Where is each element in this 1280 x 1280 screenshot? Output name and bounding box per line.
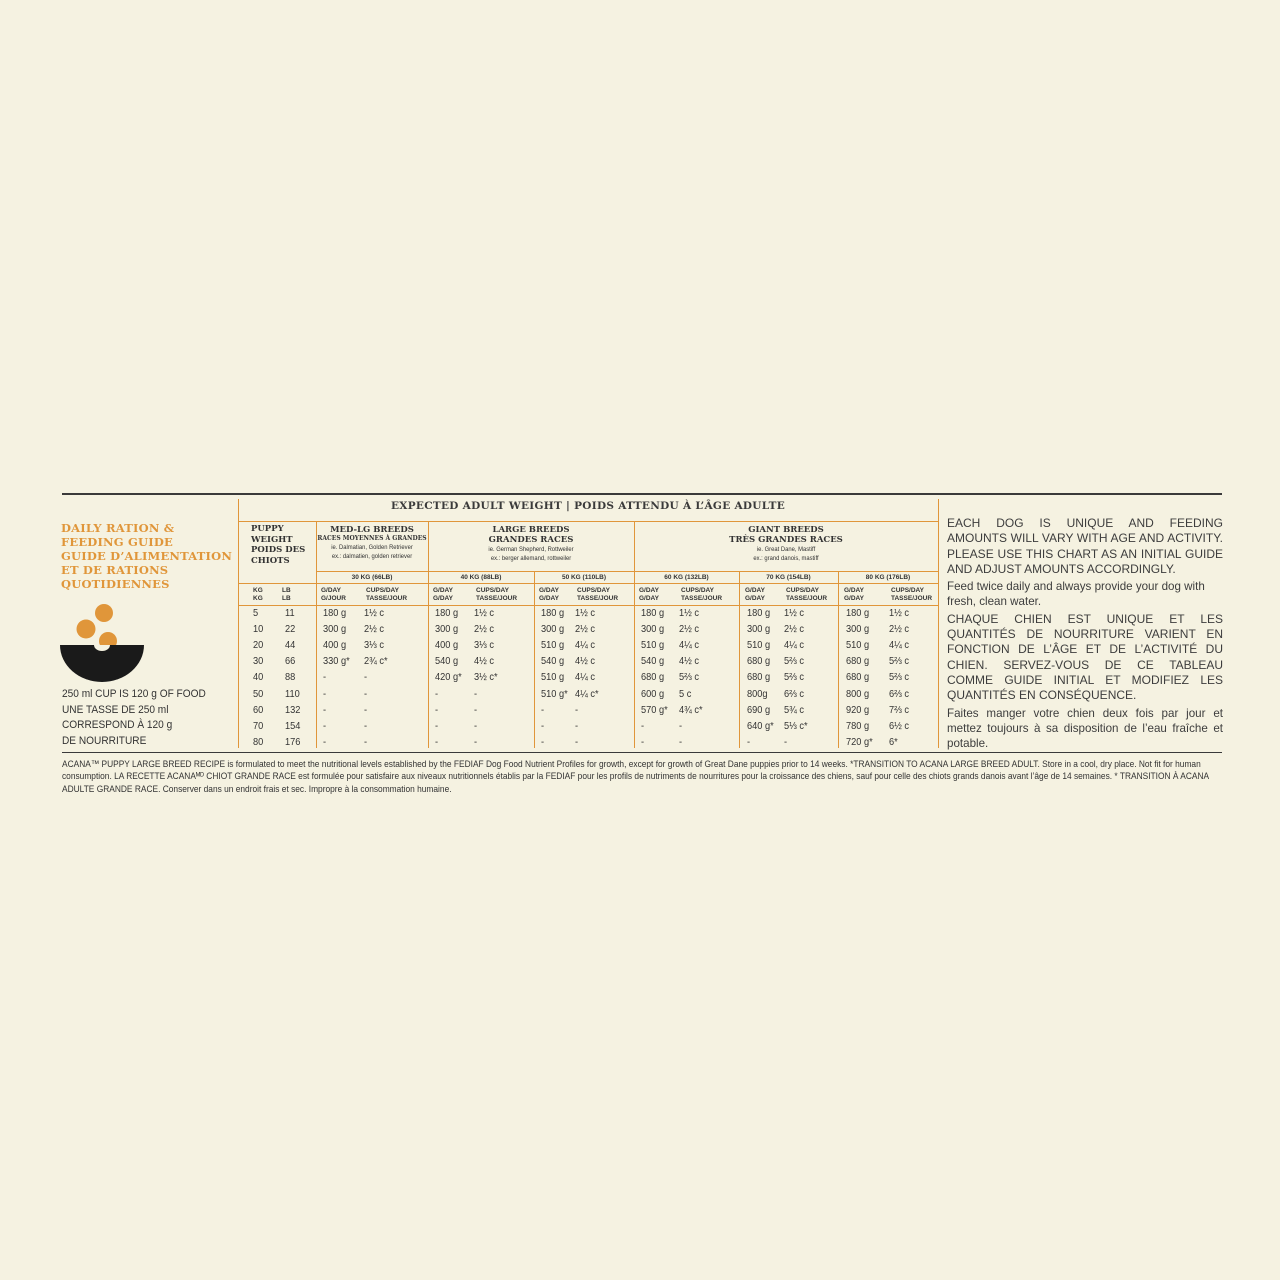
- grams-per-day-header: [539, 587, 559, 603]
- breed-group-large: [428, 525, 634, 563]
- cups-cell: 5⅔ c: [784, 655, 805, 668]
- puppy-kg-cell: 70: [253, 719, 264, 732]
- cups-cell: 6*: [889, 735, 898, 748]
- grams-cell: 800g: [747, 687, 768, 700]
- grams-cell: 400 g: [435, 639, 459, 652]
- grams-cell: 780 g: [846, 719, 870, 732]
- grams-cell: 540 g: [435, 655, 459, 668]
- adult-weight-label: 80 KG (176LB): [865, 574, 911, 581]
- puppy-lb-cell: 22: [285, 623, 296, 636]
- grams-cell: -: [323, 735, 327, 748]
- group-examples: ex.: berger allemand, rottweiler: [490, 555, 572, 562]
- cups-cell: 5¾ c: [784, 703, 805, 716]
- cups-cell: 3⅓ c: [474, 639, 495, 652]
- cups-cell: -: [474, 735, 478, 748]
- cups-cell: 1½ c: [679, 607, 700, 619]
- adult-weight-label: 60 KG (132LB): [664, 574, 709, 581]
- grams-cell: 300 g: [641, 623, 665, 636]
- instructions-fr: Faites manger votre chien deux fois par jour et mettez toujours à sa disposition de l’eau fraîche et potable.: [947, 706, 1223, 751]
- grams-cell: 400 g: [323, 639, 347, 652]
- title-line: DAILY RATION &: [61, 521, 175, 535]
- footer-line: ACANA™ PUPPY LARGE BREED RECIPE is formulated to meet the nutritional levels established by the FEDIAF Dog Food Nutrient Profiles for growth, except for growth of Great Dane puppies prior to 14 weeks. *TRANSITION TO ACANA LARGE BREED ADULT. Store in a cool, dry place. Not fit for human: [62, 759, 1201, 769]
- grams-cell: 540 g: [641, 655, 665, 668]
- grams-cell: 510 g: [641, 639, 665, 652]
- grams-cell: -: [323, 703, 327, 716]
- adult-weight-label: 30 KG (66LB): [351, 574, 393, 581]
- feeding-instructions: [947, 516, 1223, 751]
- puppy-kg-cell: 80: [253, 735, 264, 748]
- grams-per-day-header: [321, 587, 346, 603]
- cups-per-day-header: [681, 587, 722, 603]
- grams-cell: 680 g: [747, 655, 771, 668]
- puppy-lb-cell: 176: [285, 735, 301, 748]
- group-title: LARGE BREEDS: [492, 525, 570, 535]
- puppy-kg-cell: 20: [253, 639, 264, 652]
- feeding-guide-title: [61, 521, 236, 591]
- col-header-line: G/DAY: [844, 587, 864, 594]
- table-left-border: [238, 499, 239, 748]
- col-header-line: TASSE/JOUR: [786, 595, 828, 602]
- puppy-header-line: POIDS DES: [251, 545, 306, 555]
- col-header-line: G/DAY: [639, 587, 659, 594]
- grams-cell: 180 g: [747, 607, 771, 619]
- puppy-lb-cell: 110: [285, 687, 300, 700]
- col-header-line: TASSE/JOUR: [577, 595, 619, 602]
- puppy-header-line: PUPPY: [251, 524, 284, 534]
- col-header-line: CUPS/DAY: [681, 587, 714, 594]
- grams-cell: -: [541, 735, 545, 748]
- adult-weight-label: 70 KG (154LB): [766, 574, 811, 581]
- grams-cell: -: [323, 719, 327, 732]
- cups-cell: 1½ c: [575, 607, 596, 619]
- col-header-line: CUPS/DAY: [891, 587, 924, 594]
- cups-per-day-header: [786, 587, 827, 603]
- adult-weight-label: 50 KG (110LB): [561, 574, 607, 581]
- col-header-line: LB: [282, 587, 291, 594]
- cup-note-line: CORRESPOND À 120 g: [62, 719, 173, 731]
- cups-cell: -: [474, 687, 478, 700]
- cups-cell: 4½ c: [575, 655, 596, 668]
- grams-cell: -: [435, 719, 439, 732]
- weight-rule-bottom: [238, 583, 938, 584]
- grams-cell: 690 g: [747, 703, 771, 716]
- group-examples: ex.: grand danois, mastiff: [753, 555, 819, 562]
- cups-cell: -: [575, 735, 579, 748]
- grams-cell: 300 g: [435, 623, 459, 636]
- cups-cell: -: [364, 735, 368, 748]
- column-divider: [739, 571, 740, 748]
- footer-disclaimer: [62, 758, 1222, 795]
- group-examples: ie. Great Dane, Mastiff: [756, 546, 816, 553]
- col-header-line: G/DAY: [539, 595, 559, 602]
- cups-cell: -: [575, 719, 579, 732]
- grams-cell: -: [435, 703, 439, 716]
- top-rule: [62, 493, 1222, 495]
- cups-cell: -: [679, 735, 683, 748]
- cups-cell: -: [784, 735, 788, 748]
- col-header-line: CUPS/DAY: [577, 587, 610, 594]
- grams-cell: -: [435, 735, 439, 748]
- puppy-kg-cell: 10: [253, 623, 264, 636]
- title-line: QUOTIDIENNES: [61, 577, 170, 591]
- grams-cell: 570 g*: [641, 703, 668, 716]
- cups-cell: 2½ c: [474, 623, 495, 636]
- cups-cell: 5⅔ c: [679, 671, 700, 684]
- grams-cell: -: [323, 671, 327, 684]
- cups-cell: -: [679, 719, 683, 732]
- grams-cell: 300 g: [541, 623, 565, 636]
- grams-cell: 640 g*: [747, 719, 774, 732]
- cup-measure-note: [62, 687, 237, 749]
- col-header-line: TASSE/JOUR: [891, 595, 933, 602]
- cups-cell: 2½ c: [679, 623, 700, 636]
- instructions-fr-caps: CHAQUE CHIEN EST UNIQUE ET LES QUANTITÉS DE NOURRITURE VARIENT EN FONCTION DE L’ÂGE ET DE L’ACTIVITÉ DU CHIEN. SERVEZ-VOUS DE CE TABLEAU COMME GUIDE INITIAL ET MODIFIEZ LES QUANTITÉS EN CONSÉQUENCE.: [947, 611, 1223, 703]
- grams-cell: 510 g: [747, 639, 771, 652]
- puppy-lb-cell: 66: [285, 655, 296, 668]
- cups-cell: -: [364, 703, 368, 716]
- puppy-kg-cell: 60: [253, 703, 264, 716]
- col-header-line: G/DAY: [539, 587, 559, 594]
- cups-cell: 4¼ c: [679, 639, 700, 652]
- puppy-lb-cell: 44: [285, 639, 296, 652]
- title-line: FEEDING GUIDE: [61, 535, 173, 549]
- cups-cell: 4¼ c: [889, 639, 910, 652]
- cups-cell: 4¾ c*: [679, 703, 703, 716]
- col-header-line: KG: [253, 595, 263, 602]
- col-header-line: G/DAY: [745, 595, 765, 602]
- grams-cell: -: [541, 703, 545, 716]
- cups-cell: 3⅓ c: [364, 639, 385, 652]
- kg-col-header: [253, 587, 263, 603]
- col-header-line: CUPS/DAY: [476, 587, 509, 594]
- cups-cell: 2½ c: [784, 623, 805, 636]
- cups-cell: 2½ c: [575, 623, 596, 636]
- col-header-line: KG: [253, 587, 263, 594]
- cups-cell: -: [364, 687, 368, 700]
- bottom-rule: [62, 752, 1222, 753]
- cups-per-day-header: [891, 587, 932, 603]
- cups-cell: 6⅔ c: [889, 687, 910, 700]
- cup-note-line: UNE TASSE DE 250 ml: [62, 703, 169, 716]
- puppy-kg-cell: 30: [253, 655, 264, 668]
- grams-cell: 180 g: [435, 607, 459, 619]
- grams-cell: -: [435, 687, 439, 700]
- cups-cell: 1½ c: [889, 607, 910, 619]
- col-header-line: LB: [282, 595, 291, 602]
- col-header-line: CUPS/DAY: [786, 587, 819, 594]
- cups-cell: 7⅔ c: [889, 703, 910, 716]
- puppy-lb-cell: 88: [285, 671, 296, 684]
- cups-per-day-header: [366, 587, 407, 603]
- weight-rule: [316, 571, 938, 572]
- grams-per-day-header: [745, 587, 765, 603]
- cups-cell: 3½ c*: [474, 671, 498, 684]
- puppy-kg-cell: 50: [253, 687, 264, 700]
- cups-cell: 1½ c: [474, 607, 495, 619]
- col-header-line: G/DAY: [639, 595, 659, 602]
- puppy-kg-cell: 40: [253, 671, 264, 684]
- lb-col-header: [282, 587, 291, 603]
- puppy-header-line: WEIGHT: [251, 534, 293, 545]
- grams-cell: 300 g: [846, 623, 870, 636]
- adult-weight-label: 40 KG (88LB): [460, 574, 502, 581]
- col-header-line: G/DAY: [321, 587, 341, 594]
- grams-cell: 300 g: [323, 623, 347, 636]
- grams-cell: 800 g: [846, 687, 870, 700]
- expected-adult-weight-header: EXPECTED ADULT WEIGHT | POIDS ATTENDU À L’ÂGE ADULTE: [390, 500, 785, 512]
- grams-cell: 330 g*: [323, 655, 350, 668]
- cups-cell: -: [474, 719, 478, 732]
- cups-cell: 4¼ c: [575, 639, 596, 652]
- col-header-line: TASSE/JOUR: [681, 595, 723, 602]
- grams-cell: 540 g: [541, 655, 565, 668]
- cups-cell: -: [364, 719, 368, 732]
- grams-cell: 680 g: [846, 655, 870, 668]
- cups-cell: 4¼ c: [784, 639, 805, 652]
- title-line: GUIDE D’ALIMENTATION: [61, 549, 233, 563]
- grams-cell: 920 g: [846, 703, 870, 716]
- title-line: ET DE RATIONS: [61, 563, 169, 577]
- grams-cell: 510 g: [846, 639, 870, 652]
- cups-cell: 6½ c: [889, 719, 910, 732]
- col-header-line: G/DAY: [433, 587, 453, 594]
- group-examples: ie. Dalmatian, Golden Retriever: [331, 544, 413, 551]
- grams-per-day-header: [433, 587, 453, 603]
- cups-cell: 2¾ c*: [364, 655, 388, 668]
- cups-cell: 1½ c: [364, 607, 385, 619]
- col-header-line: CUPS/DAY: [366, 587, 399, 594]
- grams-cell: -: [641, 735, 645, 748]
- grams-cell: 680 g: [846, 671, 870, 684]
- cups-cell: 2½ c: [889, 623, 910, 636]
- group-subtitle: TRÈS GRANDES RACES: [729, 535, 843, 545]
- cups-cell: 2½ c: [364, 623, 385, 636]
- grams-per-day-header: [639, 587, 659, 603]
- col-header-line: G/DAY: [433, 595, 453, 602]
- footer-line: ADULTE GRANDE RACE. Conserver dans un endroit frais et sec. Impropre à la consommation humaine.: [62, 783, 452, 794]
- grams-cell: 180 g: [846, 607, 870, 619]
- cups-cell: 5⅔ c: [784, 671, 805, 684]
- col-header-line: G/DAY: [745, 587, 765, 594]
- colheader-rule: [238, 605, 938, 606]
- grams-cell: 180 g: [641, 607, 665, 619]
- grams-cell: 300 g: [747, 623, 771, 636]
- cups-cell: 4½ c: [679, 655, 700, 668]
- table-right-border: [938, 499, 939, 748]
- grams-cell: 420 g*: [435, 671, 462, 684]
- cups-cell: -: [474, 703, 478, 716]
- group-examples: ie. German Shepherd, Rottweiler: [488, 546, 574, 553]
- instructions-en: Feed twice daily and always provide your dog with fresh, clean water.: [947, 580, 1205, 609]
- cup-note-line: DE NOURRITURE: [62, 734, 147, 747]
- grams-cell: 680 g: [641, 671, 665, 684]
- cups-cell: 1½ c: [784, 607, 805, 619]
- grams-cell: 600 g: [641, 687, 665, 700]
- food-bowl-icon: [60, 603, 150, 685]
- cups-cell: 5⅔ c: [889, 671, 910, 684]
- grams-cell: 180 g: [541, 607, 565, 619]
- group-subtitle: RACES MOYENNES À GRANDES: [317, 535, 427, 542]
- grams-cell: -: [541, 719, 545, 732]
- cups-cell: 4½ c: [474, 655, 495, 668]
- cups-cell: 5⅔ c: [889, 655, 910, 668]
- puppy-lb-cell: 154: [285, 719, 301, 732]
- col-header-line: G/DAY: [844, 595, 864, 602]
- cups-cell: -: [364, 671, 368, 684]
- grams-cell: 180 g: [323, 607, 347, 619]
- group-examples: ex.: dalmatien, golden retriever: [331, 553, 413, 560]
- instructions-en-caps: EACH DOG IS UNIQUE AND FEEDING AMOUNTS WILL VARY WITH AGE AND ACTIVITY. PLEASE USE THIS CHART AS AN INITIAL GUIDE AND ADJUST AMOUNTS ACCORDINGLY.: [947, 516, 1223, 576]
- cups-per-day-header: [476, 587, 517, 603]
- header-rule: [238, 521, 938, 522]
- breed-group-med-lg: [316, 525, 428, 561]
- grams-cell: -: [323, 687, 327, 700]
- cup-note-line: 250 ml CUP IS 120 g OF FOOD: [62, 688, 206, 700]
- breed-group-giant: [634, 525, 938, 563]
- grams-cell: 680 g: [747, 671, 771, 684]
- grams-per-day-header: [844, 587, 864, 603]
- grams-cell: -: [641, 719, 645, 732]
- grams-cell: 510 g: [541, 639, 565, 652]
- puppy-kg-cell: 5: [253, 607, 259, 619]
- puppy-lb-cell: 11: [285, 607, 295, 619]
- grams-cell: 510 g*: [541, 687, 568, 700]
- col-header-line: G/JOUR: [321, 595, 346, 602]
- group-subtitle: GRANDES RACES: [488, 535, 574, 545]
- grams-cell: 510 g: [541, 671, 565, 684]
- group-title: GIANT BREEDS: [748, 525, 824, 535]
- puppy-header-line: CHIOTS: [251, 555, 290, 566]
- col-header-line: TASSE/JOUR: [476, 595, 518, 602]
- cups-cell: 5⅓ c*: [784, 719, 808, 732]
- cups-per-day-header: [577, 587, 618, 603]
- column-divider: [534, 571, 535, 748]
- cups-cell: 4¼ c*: [575, 687, 599, 700]
- cups-cell: 5 c: [679, 687, 692, 700]
- grams-cell: 720 g*: [846, 735, 873, 748]
- cups-cell: -: [575, 703, 579, 716]
- cups-cell: 4¼ c: [575, 671, 596, 684]
- cups-cell: 6⅔ c: [784, 687, 805, 700]
- footer-line: consumption. LA RECETTE ACANAᴹᴰ CHIOT GRANDE RACE est formulée pour satisfaire aux niveaux nutritionnels établis par la FEDIAF pour les profils de nutriments de nourritures pour la croissance des chiens, sauf pour celle des chiots grands danois avant l’âge de 14 semaines. * TRANSITION À ACANA: [62, 771, 1210, 782]
- grams-cell: -: [747, 735, 751, 748]
- puppy-weight-header: [251, 524, 305, 566]
- puppy-lb-cell: 132: [285, 703, 301, 716]
- group-title: MED-LG BREEDS: [330, 525, 414, 535]
- col-header-line: TASSE/JOUR: [366, 595, 408, 602]
- column-divider: [838, 571, 839, 748]
